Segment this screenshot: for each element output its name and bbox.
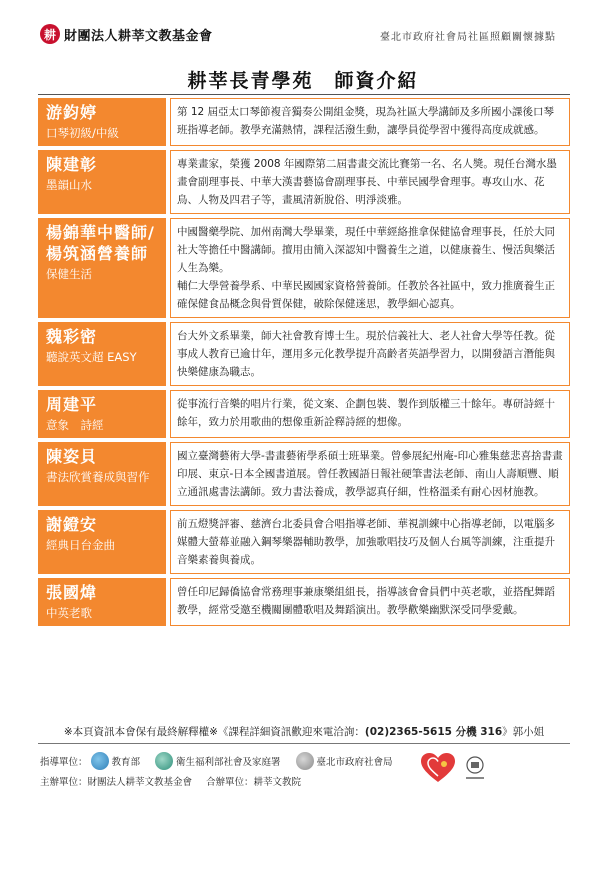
page-header: [0, 0, 606, 64]
teacher-tag: [38, 98, 166, 146]
description-paragraph: 第 12 屆亞太口琴節複音獨奏公開組金獎，現為社區大學講師及多所國小課後口琴班指導老師。教學充滿熱情，課程活潑生動，讓學員從學習中獲得高度成就感。: [177, 106, 555, 136]
teacher-description: [170, 98, 570, 146]
description-paragraph: 專業畫家，榮獲 2008 年國際第二屆書畫交流比賽第一名、名人獎。現任台灣水墨畫會副理事長、中華大漢書藝協會副理事長、中華民國學會理事。專攻山水、花鳥、人物及四君子等，畫風清新脫俗、明淨淡雅。: [177, 158, 557, 206]
description-paragraph: 前五燈獎評審、慈濟台北委員會合唱指導老師、華視訓練中心指導老師，以電腦多媒體大螢幕並融入鋼琴樂器輔助教學，加強歌唱技巧及個人台風等訓練，注重提升音樂素養與養成。: [177, 518, 555, 566]
foundation-seal-icon: 耕: [40, 24, 60, 44]
host-label: 主辦單位：: [40, 777, 88, 788]
unit-tag: 臺北市政府社會局社區照顧關懷據點: [380, 32, 556, 43]
teacher-tag: [38, 218, 166, 318]
teacher-row: [38, 578, 570, 626]
teacher-tag: [38, 578, 166, 626]
co-org: 耕莘文教院: [253, 777, 302, 788]
teacher-tag: [38, 510, 166, 574]
teacher-description: [170, 150, 570, 214]
description-paragraph: 中國醫藥學院、加州南灣大學畢業，現任中華經絡推拿保健協會理事長，任於大同社大等擔任中醫講師。擅用由簡入深認知中醫養生之道，以健康養生、慢活與樂活人生為樂。: [177, 226, 555, 274]
description-paragraph: 台大外文系畢業，師大社會教育博士生。現於信義社大、老人社會大學等任教。從事成人教育已逾廿年，運用多元化教學提升高齡者英語學習力，以開發語言潛能與快樂健康為職志。: [177, 330, 555, 378]
foundation-name: 財團法人耕莘文教基金會: [64, 28, 213, 44]
host-units: [40, 774, 301, 788]
note-suffix: 》郭小姐: [502, 726, 545, 738]
teacher-row: [38, 442, 570, 506]
teacher-name: 魏彩密: [46, 327, 98, 346]
course-name: 聽說英文超 EASY: [46, 350, 137, 364]
course-name: 經典日台金曲: [46, 538, 115, 552]
ministry-education-icon: [91, 752, 109, 770]
host-org: 財團法人耕莘文教基金會: [87, 777, 193, 788]
note-prefix: ※本頁資訊本會保有最終解釋權※《課程詳細資訊歡迎來電洽詢：: [63, 726, 365, 738]
title-divider: [38, 94, 570, 95]
course-name: 書法欣賞養成與習作: [46, 470, 150, 484]
course-name: 墨韻山水: [46, 178, 92, 192]
teacher-row: [38, 218, 570, 318]
teacher-name: 張國煒: [46, 583, 98, 602]
teacher-description: [170, 578, 570, 626]
teacher-name: 游鈞婷: [46, 103, 98, 122]
contact-phone: (02)2365-5615 分機 316: [364, 726, 503, 738]
teacher-row: [38, 390, 570, 438]
description-paragraph: 曾任印尼歸僑協會常務理事兼康樂組組長，指導該會會員們中英老歌，並搭配舞蹈教學，經常受邀至機關團體歌唱及舞蹈演出。教學歡樂幽默深受同學愛戴。: [177, 586, 555, 616]
description-paragraph: 國立臺灣藝術大學-書畫藝術學系碩士班畢業。曾參展紀州庵-印心雅集慈悲喜捨書畫印展、東京-日本全國書道展。曾任教國語日報社硬筆書法老師、南山人壽順豐、順立通訊處書法講師。致力書法養成，教學認真仔細，性格溫柔有耐心因材施教。: [177, 450, 563, 498]
guide-units: [40, 752, 393, 770]
page-title: 耕莘長青學苑 師資介紹: [187, 70, 419, 92]
taipei-social-icon: [296, 752, 314, 770]
guide-org: 臺北市政府社會局: [316, 757, 393, 768]
teacher-row: [38, 510, 570, 574]
teacher-description: [170, 510, 570, 574]
teacher-name-second: 楊筑涵營養師: [46, 244, 149, 263]
description-paragraph: 從事流行音樂的唱片行業，從文案、企劃包裝、製作到版權三十餘年。專研詩經十餘年，致力於用歌曲的想像重新詮釋詩經的想像。: [177, 398, 555, 428]
footer-note: [38, 724, 570, 739]
teacher-description: [170, 442, 570, 506]
teacher-tag: [38, 390, 166, 438]
teacher-tag: [38, 322, 166, 386]
footer-divider: [38, 743, 570, 744]
teacher-row: [38, 98, 570, 146]
teacher-name: 謝鐙安: [46, 515, 98, 534]
teacher-description: [170, 218, 570, 318]
city-emblem-icon: [462, 754, 488, 784]
teacher-list: [38, 98, 570, 630]
teacher-row: [38, 322, 570, 386]
co-label: 合辦單位：: [206, 777, 254, 788]
teacher-name: 周建平: [46, 395, 98, 414]
guide-label: 指導單位：: [40, 757, 88, 768]
teacher-description: [170, 390, 570, 438]
ministry-welfare-icon: [155, 752, 173, 770]
course-name: 中英老歌: [46, 606, 92, 620]
course-name: 保健生活: [46, 267, 92, 281]
guide-org: 衛生福利部社會及家庭署: [176, 757, 281, 768]
teacher-tag: [38, 442, 166, 506]
teacher-name: 楊錦華中醫師/: [46, 223, 155, 242]
course-name: 口琴初級/中級: [46, 126, 119, 140]
teacher-tag: [38, 150, 166, 214]
teacher-name: 陳姿貝: [46, 447, 98, 466]
teacher-row: [38, 150, 570, 214]
guide-org: 教育部: [111, 757, 141, 768]
care-heart-icon: [420, 752, 456, 784]
course-name: 意象 詩經: [46, 418, 104, 432]
teacher-description: [170, 322, 570, 386]
teacher-name: 陳建彰: [46, 155, 98, 174]
description-paragraph: 輔仁大學營養學系、中華民國國家資格營養師。任教於各社區中，致力推廣養生正確保健食品概念與骨質保健，破除保健迷思，教學細心認真。: [177, 280, 555, 310]
foundation-logo: [40, 24, 213, 44]
